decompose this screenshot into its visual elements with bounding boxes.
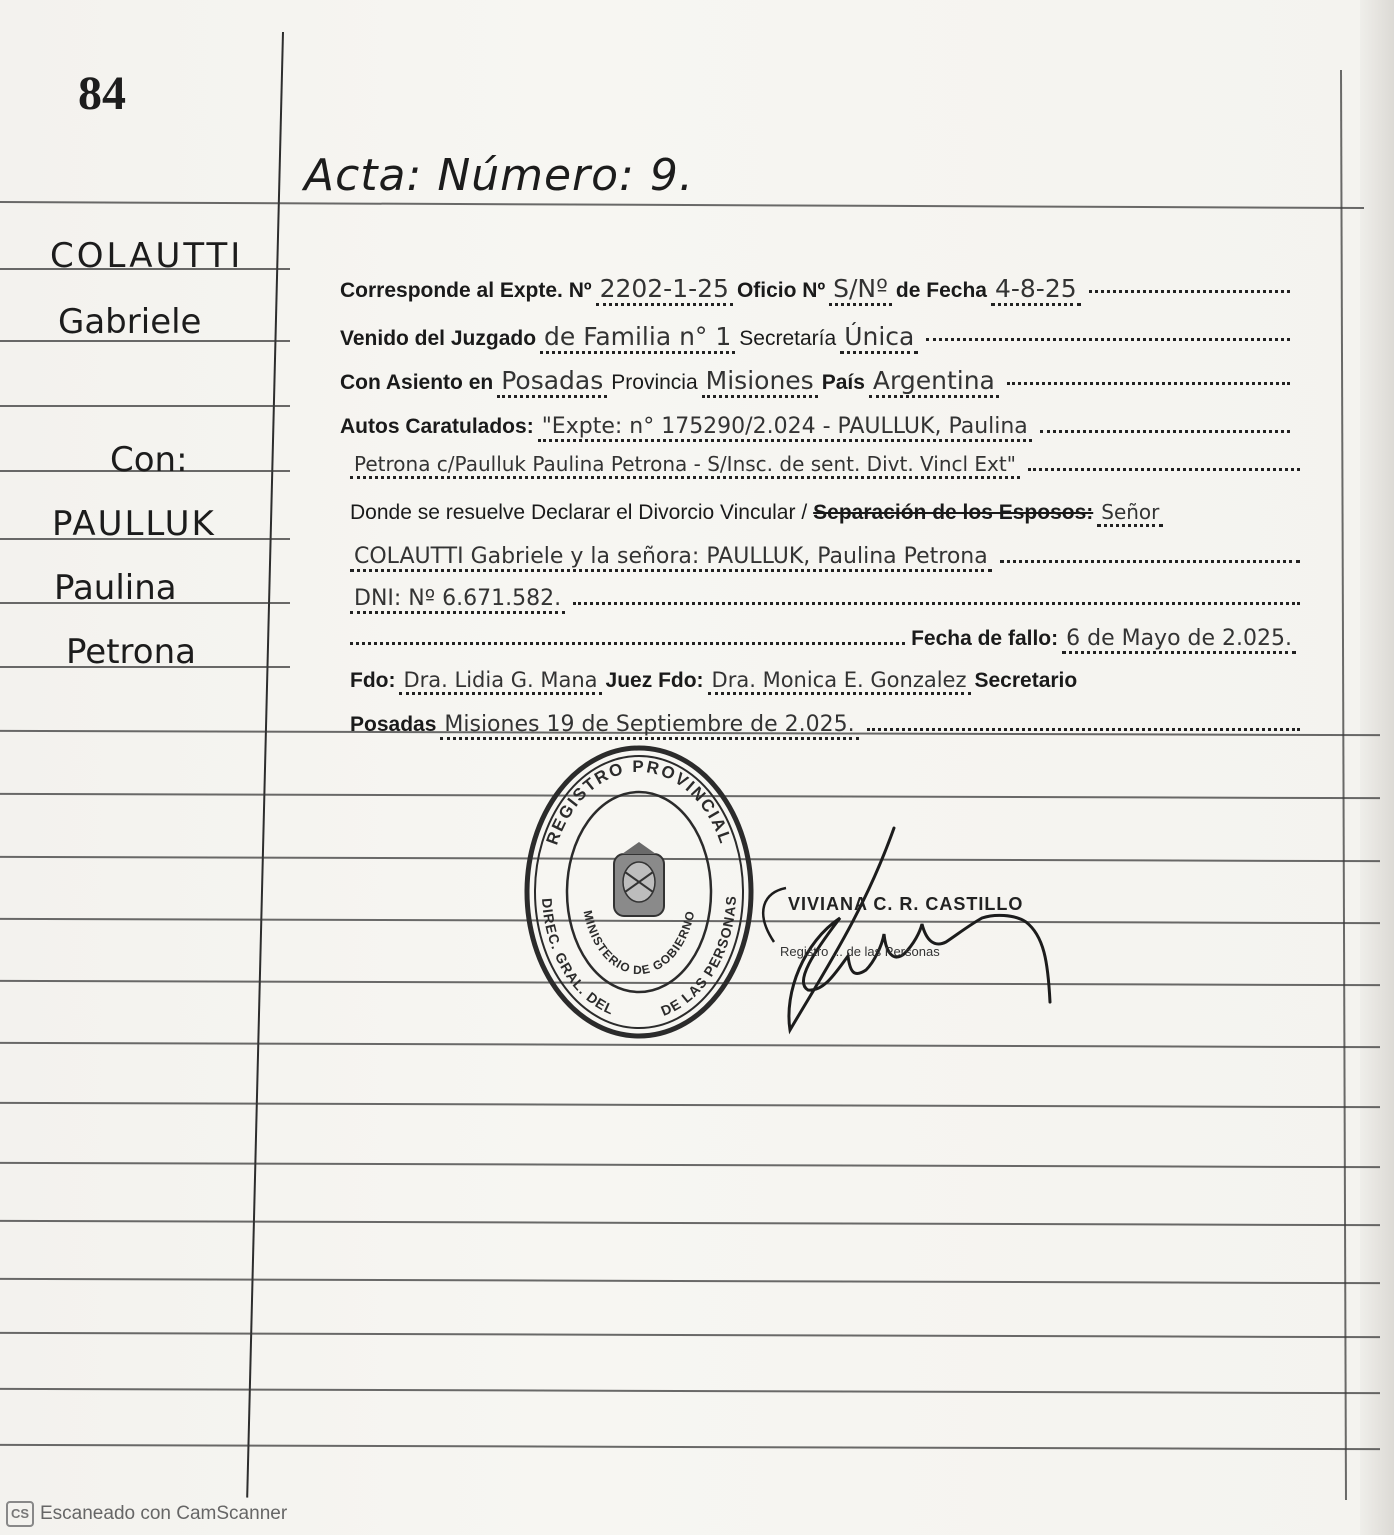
fdo-value: Dra. Lidia G. Mana [399,668,601,695]
posadas-value: Misiones 19 de Septiembre de 2.025. [440,712,858,740]
dotted-fill [1040,430,1290,433]
pais-label: País [821,371,865,394]
fecha-label: de Fecha [895,279,987,302]
stamp-top-text: REGISTRO PROVINCIAL [542,757,736,848]
row-resuelve [350,500,1300,534]
camscanner-logo-icon: CS [6,1501,34,1527]
scanner-watermark-text: Escaneado con CamScanner [40,1503,288,1524]
row-posadas [350,712,1300,746]
dotted-fill [926,338,1290,341]
row-firmas [350,668,1300,702]
row-partes [350,544,1300,578]
dotted-fill [350,642,905,645]
asiento-value: Posadas [497,366,607,398]
oficio-label: Oficio Nº [736,279,826,302]
provincia-value: Misiones [702,366,818,398]
fallo-label: Fecha de fallo: [911,627,1059,650]
partes-value: COLAUTTI Gabriele y la señora: PAULLUK, Paulina Petrona [350,544,992,572]
acta-heading: Acta: Número: 9. [304,150,694,201]
dotted-fill [1000,560,1300,563]
coat-of-arms-icon [614,842,664,916]
expte-value: 2202-1-25 [596,274,733,306]
scanner-watermark [0,1498,600,1530]
dotted-fill [1007,382,1290,385]
ruled-line [0,1162,1380,1168]
juzgado-label: Venido del Juzgado [340,327,537,350]
fdo-label: Fdo: [350,669,396,692]
margin-firstname-3: Petrona [66,632,196,672]
row-juzgado [340,322,1290,356]
row-asiento [340,366,1290,400]
svg-text:REGISTRO PROVINCIAL [543,757,736,847]
ruled-line [0,1102,1380,1108]
margin-surname-1: COLAUTTI [50,236,244,276]
dotted-fill [867,728,1300,731]
juzgado-value: de Familia n° 1 [540,322,735,354]
ruled-line [0,1332,1380,1338]
margin-line-right [1340,70,1347,1500]
resuelve-label: Donde se resuelve Declarar el Divorcio Vincular / [350,501,808,524]
dotted-fill [1089,290,1290,293]
autos-label: Autos Caratulados: [340,415,534,438]
ruled-line [0,1278,1380,1284]
stamp-right-text: DE LAS PERSONAS [658,894,740,1019]
stamp-inner-text: MINISTERIO DE GOBIERNO [580,908,698,978]
expte-label: Corresponde al Expte. Nº [340,279,592,302]
row-fallo [350,626,1300,660]
signature-scribble [744,822,1064,1042]
juez-label: Juez Fdo: [605,669,704,692]
juez-value: Dra. Monica E. Gonzalez [708,668,971,695]
margin-firstname-2: Paulina [54,568,177,608]
pais-value: Argentina [869,366,999,398]
margin-firstname-1: Gabriele [58,302,202,342]
ruled-line [0,1388,1380,1394]
stamp-left-text: DIREC. GRAL. DEL [539,897,618,1018]
svg-text:MINISTERIO DE GOBIERNO [581,909,698,977]
row-autos [340,414,1290,448]
dotted-fill [573,602,1300,605]
asiento-label: Con Asiento en [340,371,494,394]
autos-value-1: "Expte: n° 175290/2.024 - PAULLUK, Paulina [538,414,1032,442]
fecha-value: 4-8-25 [991,274,1081,306]
provincia-label: Provincia [611,371,698,394]
row-autos-cont [350,452,1300,486]
dni-value: DNI: Nº 6.671.582. [350,586,565,614]
official-stamp [522,742,756,1042]
ruled-line [0,1220,1380,1226]
posadas-label: Posadas [350,713,437,736]
signer-title: Registro ... de las Personas [780,944,940,959]
secretaria-value: Única [840,322,918,354]
ruled-line [0,201,1364,209]
ruled-line [0,1444,1380,1450]
margin-con: Con: [110,440,188,480]
row-expediente [340,274,1290,308]
page-number: 84 [78,67,126,120]
signer-name: VIVIANA C. R. CASTILLO [788,894,1024,914]
row-dni [350,586,1300,620]
margin-surname-2: PAULLUK [52,504,216,544]
resuelve-struck: Separación de los Esposos: [813,501,1094,524]
secretario-label: Secretario [974,669,1078,692]
dotted-fill [1028,468,1300,471]
autos-value-2: Petrona c/Paulluk Paulina Petrona - S/Insc. de sent. Divt. Vincl Ext" [350,452,1020,479]
resuelve-value-start: Señor [1097,500,1163,527]
oficio-value: S/Nº [829,274,892,306]
ruled-line [0,405,290,407]
page-edge-shadow [1360,0,1394,1535]
secretaria-label: Secretaría [739,327,837,350]
fallo-value: 6 de Mayo de 2.025. [1062,626,1296,654]
ruled-line [0,1042,1380,1048]
